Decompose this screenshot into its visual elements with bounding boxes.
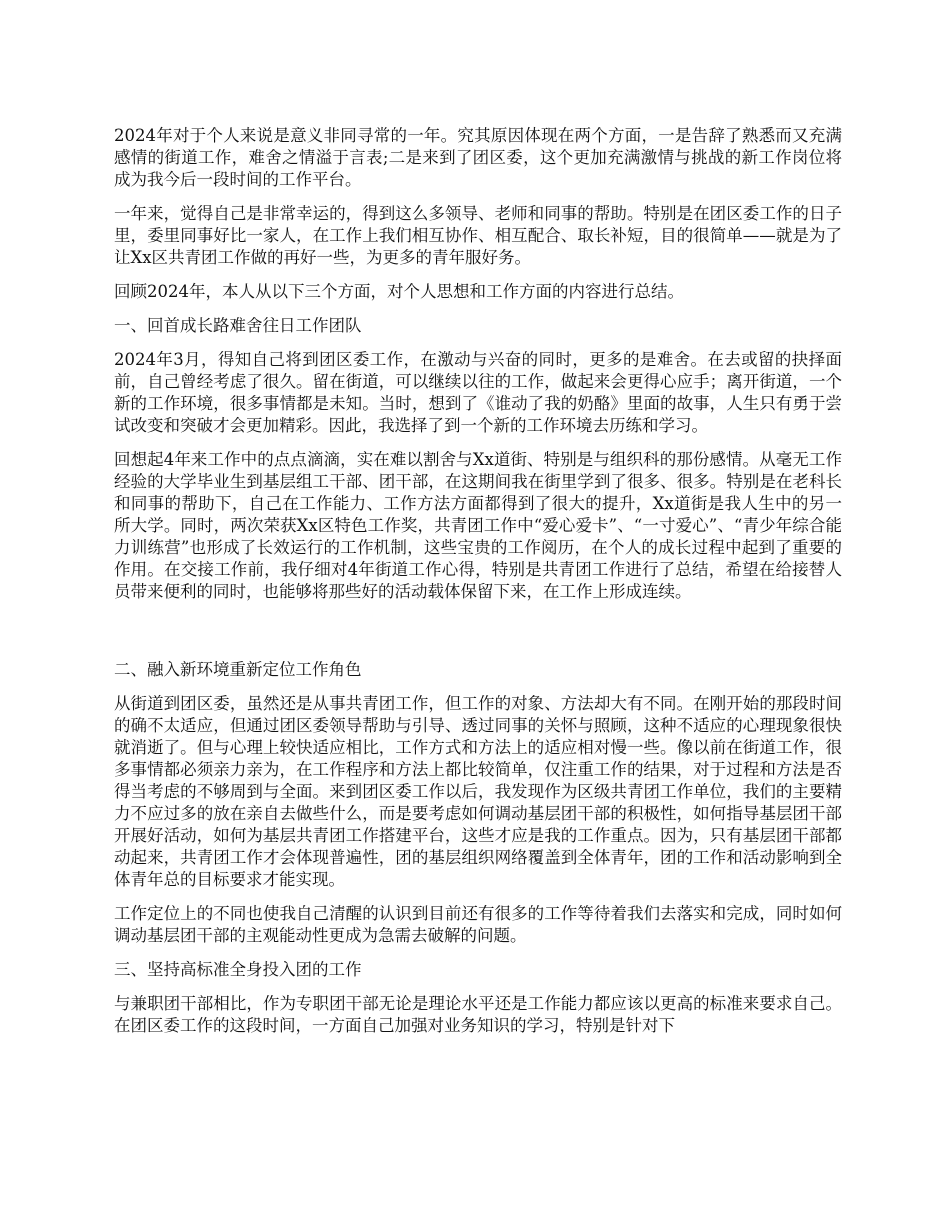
paragraph-adaptation: 从街道到团区委，虽然还是从事共青团工作，但工作的对象、方法却大有不同。在刚开始的那段时间的确不太适应，但通过团区委领导帮助与引导、透过同事的关怀与照顾，这种不适应的心理现象很快就消逝了。但与心理上较快适应相比，工作方式和方法上的适应相对慢一些。像以前在街道工作，很多事情都必须亲力亲为，在工作程序和方法上都比较简单，仅注重工作的结果，对于过程和方法是否得当考虑的不够周到与全面。来到团区委工作以后，我发现作为区级共青团工作单位，我们的主要精力不应过多的放在亲自去做些什么，而是要考虑如何调动基层团干部的积极性，如何指导基层团干部开展好活动，如何为基层共青团工作搭建平台，这些才应是我的工作重点。因为，只有基层团干部都动起来，共青团工作才会体现普遍性，团的基层组织网络覆盖到全体青年，团的工作和活动影响到全体青年总的目标要求才能实现。 xyxy=(114,694,842,889)
document-page xyxy=(114,125,842,1049)
paragraph-positioning: 工作定位上的不同也使我自己清醒的认识到目前还有很多的工作等待着我们去落实和完成，同时如何调动基层团干部的主观能动性更成为急需去破解的问题。 xyxy=(114,904,842,945)
section-heading-1: 一、回首成长路难舍往日工作团队 xyxy=(114,316,362,335)
section-heading-3: 三、坚持高标准全身投入团的工作 xyxy=(114,960,362,979)
paragraph-memories: 回想起4年来工作中的点点滴滴，实在难以割舍与Xx道街、特别是与组织科的那份感情。从毫无工作经验的大学毕业生到基层组工干部、团干部，在这期间我在街里学到了很多、很多。特别是在老科长和同事的帮助下，自己在工作能力、工作方法方面都得到了很大的提升，Xx道街是我人生中的另一所大学。同时，两次荣获Xx区特色工作奖，共青团工作中“爱心爱卡”、“一寸爱心”、“青少年综合能力训练营”也形成了长效运行的工作机制，这些宝贵的工作阅历，在个人的成长过程中起到了重要的作用。在交接工作前，我仔细对4年街道工作心得，特别是共青团工作进行了总结，希望在给接替人员带来便利的同时，也能够将那些好的活动载体保留下来，在工作上形成连续。 xyxy=(114,450,842,601)
paragraph-standards: 与兼职团干部相比，作为专职团干部无论是理论水平还是工作能力都应该以更高的标准来要求自己。在团区委工作的这段时间，一方面自己加强对业务知识的学习，特别是针对下 xyxy=(114,994,842,1035)
section-spacer xyxy=(114,615,842,659)
section-heading-2: 二、融入新环境重新定位工作角色 xyxy=(114,660,362,679)
paragraph-decision: 2024年3月，得知自己将到团区委工作，在激动与兴奋的同时，更多的是难舍。在去或留的抉择面前，自己曾经考虑了很久。留在街道，可以继续以往的工作，做起来会更得心应手；离开街道，一个新的工作环境，很多事情都是未知。当时，想到了《谁动了我的奶酪》里面的故事，人生只有勇于尝试改变和突破才会更加精彩。因此，我选择了到一个新的工作环境去历练和学习。 xyxy=(114,350,842,435)
paragraph-gratitude: 一年来，觉得自己是非常幸运的，得到这么多领导、老师和同事的帮助。特别是在团区委工作的日子里，委里同事好比一家人，在工作上我们相互协作、相互配合、取长补短，目的很简单——就是为了让Xx区共青团工作做的再好一些，为更多的青年服好务。 xyxy=(114,204,842,267)
paragraph-review: 回顾2024年，本人从以下三个方面，对个人思想和工作方面的内容进行总结。 xyxy=(114,282,684,301)
paragraph-intro: 2024年对于个人来说是意义非同寻常的一年。究其原因体现在两个方面，一是告辞了熟悉而又充满感情的街道工作，难舍之情溢于言表;二是来到了团区委，这个更加充满激情与挑战的新工作岗位将成为我今后一段时间的工作平台。 xyxy=(114,126,842,189)
